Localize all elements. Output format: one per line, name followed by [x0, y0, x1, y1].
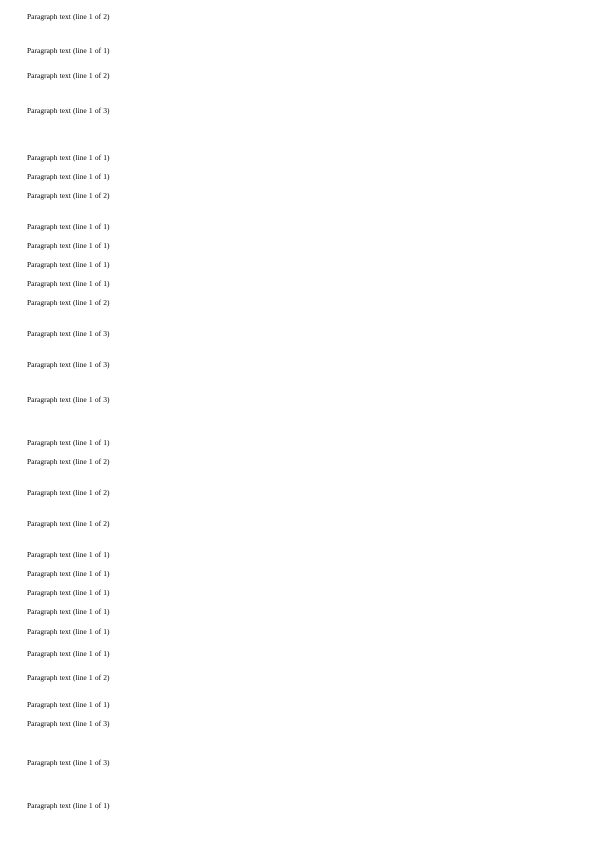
paragraph: Paragraph text (line 1 of 2): [27, 191, 110, 200]
paragraph: Paragraph text (line 1 of 2): [27, 71, 110, 80]
paragraph: Paragraph text (line 1 of 1): [27, 279, 110, 288]
paragraph: Paragraph text (line 1 of 1): [27, 260, 110, 269]
paragraph: Paragraph text (line 1 of 3): [27, 719, 110, 728]
paragraph: Paragraph text (line 1 of 1): [27, 569, 110, 578]
paragraph: Paragraph text (line 1 of 1): [27, 172, 110, 181]
paragraph: Paragraph text (line 1 of 3): [27, 395, 110, 404]
paragraph: Paragraph text (line 1 of 3): [27, 329, 110, 338]
paragraph: Paragraph text (line 1 of 1): [27, 222, 110, 231]
paragraph: Paragraph text (line 1 of 1): [27, 153, 110, 162]
paragraph: Paragraph text (line 1 of 3): [27, 360, 110, 369]
paragraph: Paragraph text (line 1 of 1): [27, 241, 110, 250]
paragraph: Paragraph text (line 1 of 3): [27, 106, 110, 115]
paragraph: Paragraph text (line 1 of 1): [27, 649, 110, 658]
paragraph: Paragraph text (line 1 of 1): [27, 801, 110, 810]
paragraph: Paragraph text (line 1 of 1): [27, 607, 110, 616]
paragraph: Paragraph text (line 1 of 3): [27, 758, 110, 767]
paragraph: Paragraph text (line 1 of 1): [27, 627, 110, 636]
paragraph: Paragraph text (line 1 of 2): [27, 457, 110, 466]
paragraph: Paragraph text (line 1 of 1): [27, 550, 110, 559]
paragraph: Paragraph text (line 1 of 1): [27, 588, 110, 597]
paragraph: Paragraph text (line 1 of 2): [27, 519, 110, 528]
paragraph: Paragraph text (line 1 of 2): [27, 673, 110, 682]
paragraph: Paragraph text (line 1 of 2): [27, 488, 110, 497]
paragraph: Paragraph text (line 1 of 1): [27, 46, 110, 55]
paragraph: Paragraph text (line 1 of 1): [27, 438, 110, 447]
paragraph: Paragraph text (line 1 of 2): [27, 12, 110, 21]
paragraph: Paragraph text (line 1 of 2): [27, 298, 110, 307]
paragraph: Paragraph text (line 1 of 1): [27, 700, 110, 709]
